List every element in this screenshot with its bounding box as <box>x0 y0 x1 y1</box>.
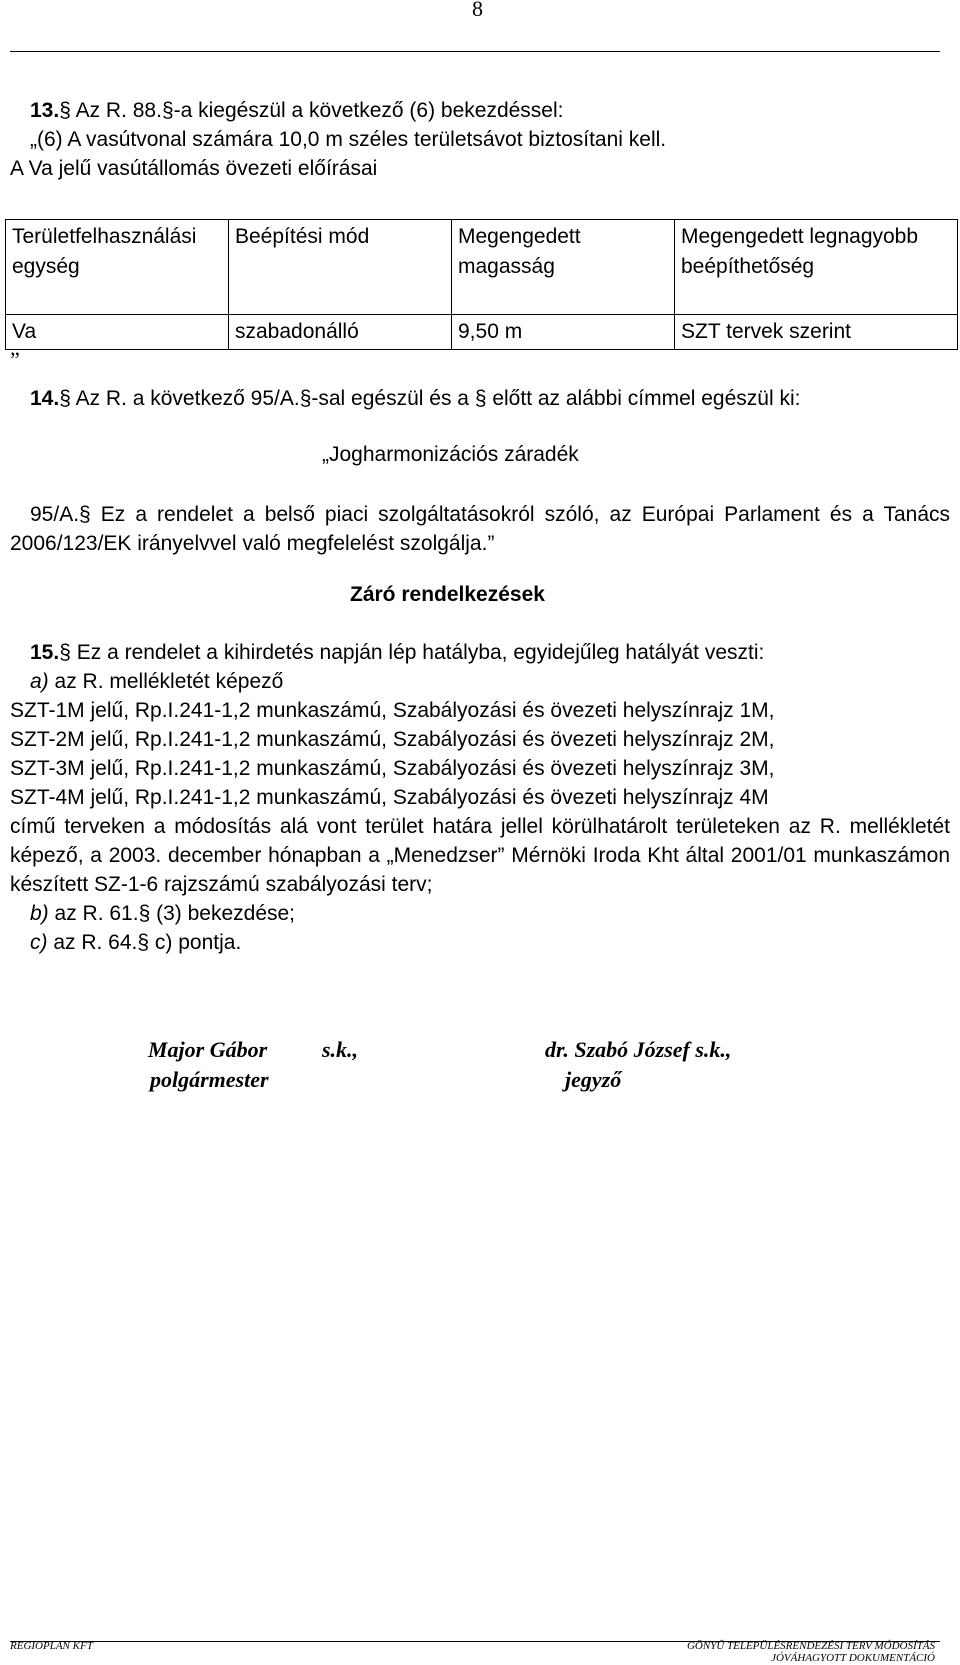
section-95a-paragraph <box>10 500 950 558</box>
footer-right-2: JÓVÁHAGYOTT DOKUMENTÁCIÓ <box>771 1652 935 1664</box>
closing-heading: Záró rendelkezések <box>350 583 545 606</box>
section-14-text: Az R. a következő 95/A. <box>70 387 300 410</box>
paragraph-sign: § <box>299 387 312 410</box>
table-cell: SZT tervek szerint <box>675 315 958 350</box>
harmonization-title: „Jogharmonizációs záradék <box>322 443 579 466</box>
table-header-cell: Beépítési mód <box>229 220 452 315</box>
zoning-title: A Va jelű vasútállomás övezeti előírásai <box>10 157 378 180</box>
item-c-label: c) <box>30 931 48 954</box>
section-14-number: 14. <box>30 387 60 410</box>
section-14-text3: előtt az alábbi címmel egészül ki: <box>486 387 801 410</box>
plan-line-2: SZT-2M jelű, Rp.I.241-1,2 munkaszámú, Szabályozási és övezeti helyszínrajz 2M, <box>10 728 775 751</box>
mayor-title: polgármester <box>150 1067 269 1092</box>
item-c-text2: c) pontja. <box>149 931 242 954</box>
page-number: 8 <box>472 0 483 21</box>
section-14-line <box>30 384 800 413</box>
section-14-text2: -sal egészül és a <box>311 387 469 410</box>
table-cell: Va <box>6 315 229 350</box>
item-a <box>30 667 283 696</box>
plan-line-4: SZT-4M jelű, Rp.I.241-1,2 munkaszámú, Szabályozási és övezeti helyszínrajz 4M <box>10 786 769 809</box>
header-rule <box>10 51 940 52</box>
table-cell: 9,50 m <box>452 315 675 350</box>
paragraph-sign: § <box>161 99 174 122</box>
table-row <box>6 315 958 350</box>
paragraph-sign: § <box>59 99 71 122</box>
section-13-line1 <box>30 96 564 125</box>
paragraph-sign: § <box>79 503 91 526</box>
item-b-text: az R. 61. <box>48 902 139 925</box>
notary-title: jegyző <box>565 1067 622 1092</box>
zoning-table <box>5 219 958 350</box>
item-a-label: a) <box>30 670 49 693</box>
table-header-row <box>6 220 958 315</box>
plan-description-paragraph: című terveken a módosítás alá vont terület határa jellel körülhatárolt területeken az R. mellékletét képező, a 2003. december hónapban a „Menedzser” Mérnöki Iroda Kht által 2001/01 munkaszámon készített SZ-1-6 rajzszámú szabályozási terv; <box>10 815 950 896</box>
footer-left: REGIOPLAN KFT <box>10 1640 93 1652</box>
plan-line-1: SZT-1M jelű, Rp.I.241-1,2 munkaszámú, Szabályozási és övezeti helyszínrajz 1M, <box>10 699 775 722</box>
item-a-text: az R. mellékletét képező <box>48 670 284 693</box>
plan-line-3: SZT-3M jelű, Rp.I.241-1,2 munkaszámú, Szabályozási és övezeti helyszínrajz 3M, <box>10 757 775 780</box>
mayor-sk: s.k., <box>322 1037 359 1062</box>
item-b <box>30 899 295 928</box>
section-15-line <box>30 638 764 667</box>
mayor-name: Major Gábor <box>148 1037 268 1062</box>
section-13-number: 13. <box>30 99 60 122</box>
item-c-text: az R. 64. <box>47 931 138 954</box>
section-95a-text: Ez a rendelet a belső piaci szolgáltatásokról szóló, az Európai Parlament és a Tanács 2006/123/EK irányelvvel való megfelelést szolgálja.” <box>10 503 950 555</box>
paragraph-sign: § <box>137 931 150 954</box>
section-13-line2: „(6) A vasútvonal számára 10,0 m széles területsávot biztosítani kell. <box>30 128 667 151</box>
section-15-number: 15. <box>30 641 60 664</box>
section-15-text: Ez a rendelet a kihirdetés napján lép hatályba, egyidejűleg hatályát veszti: <box>70 641 765 664</box>
footer-right-1: GÖNYŰ TELEPÜLÉSRENDEZÉSI TERV MÓDOSÍTÁS <box>686 1640 935 1652</box>
section-95a-number: 95/A. <box>30 503 80 526</box>
notary-name: dr. Szabó József s.k., <box>545 1037 732 1062</box>
section-13-text: Az R. 88. <box>70 99 162 122</box>
section-13-text2: -a kiegészül a következő (6) bekezdéssel: <box>173 99 564 122</box>
table-cell: szabadonálló <box>229 315 452 350</box>
paragraph-sign: § <box>59 641 71 664</box>
item-b-text2: (3) bekezdése; <box>150 902 296 925</box>
table-header-cell: Megengedett legnagyobb beépíthetőség <box>675 220 958 315</box>
paragraph-sign: § <box>138 902 151 925</box>
paragraph-sign: § <box>59 387 71 410</box>
item-c <box>30 928 241 957</box>
closing-quote: ” <box>10 347 20 372</box>
table-header-cell: Megengedett magasság <box>452 220 675 315</box>
item-b-label: b) <box>30 902 49 925</box>
table-header-cell: Területfelhasználási egység <box>6 220 229 315</box>
paragraph-sign: § <box>474 387 487 410</box>
